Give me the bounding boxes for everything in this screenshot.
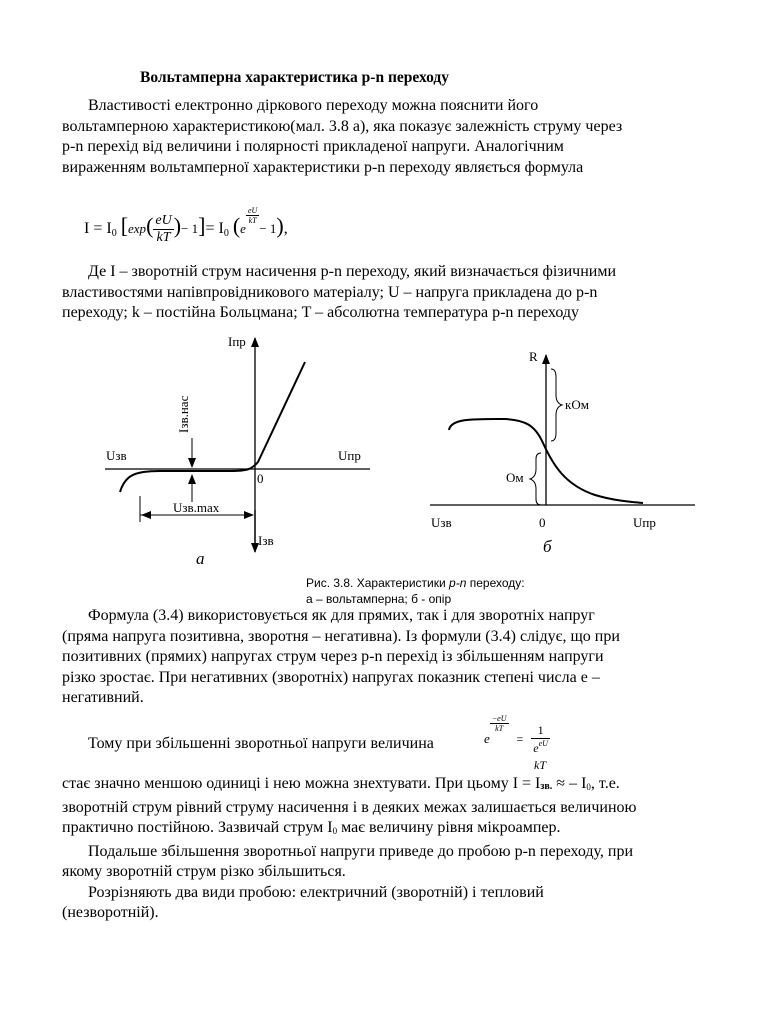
figure-caption: Рис. 3.8. Характеристики p-n переходу: а – вольтамперна; б - опір: [306, 576, 525, 606]
body-paragraph-3: стає значно меншою одиниці і нею можна знехтувати. При цьому I = Iзв. ≈ – I0, т.е. зворотній струм рівний струму насичення і в деяких межах залишається величиною практично постійною. Зазвичай струм I0 має величину рівня мікроампер. Подальше збільшення зворотньої напруги приведе до пробою p-n переходу, при якому зворотній струм різко збільшиться. Розрізняють два види пробою: електричний (зворотній) і тепловий (незворотній).: [62, 774, 722, 924]
figure-b-ohm-label: Ом: [506, 470, 524, 485]
formula-exp: exp: [128, 221, 147, 236]
formula-lhs: I = I: [84, 220, 112, 237]
intro-paragraph: [62, 96, 722, 178]
figure-a-curve: [120, 362, 305, 492]
formula-e: e: [240, 221, 246, 236]
figure-a-max-label: Uзв.max: [173, 500, 220, 515]
figure-a-x-neg-label: Uзв: [106, 448, 127, 463]
page-title: Вольтамперна характеристика p-n переходу: [140, 69, 450, 86]
figure-b-kohm-brace: [551, 369, 562, 441]
intro-line-2: вольтамперною характеристикою(мал. 3.8 а), яка показує залежність струму через: [62, 117, 623, 135]
body3-line-7: (незворотній).: [62, 904, 159, 921]
figure-b-y-label: R: [529, 349, 538, 364]
figure-b-resistance: [425, 345, 700, 560]
intro-line-1: Властивості електронно діркового переходу можна пояснити його: [88, 97, 539, 114]
body1-line-5: негативний.: [62, 689, 144, 706]
figure-a-y-neg-label: Ізв: [258, 533, 274, 548]
intro-line-4: вираженням вольтамперної характеристики p-n переходу являється формула: [62, 158, 584, 176]
body3-line-4: Подальше збільшення зворотньої напруги приведе до пробою p-n переходу, при: [88, 842, 634, 860]
body-paragraph-1: [62, 606, 722, 709]
definitions-line-1: Де I – зворотній струм насичення p-n переходу, який визначається фізичними: [88, 263, 616, 280]
figure-b-origin-label: 0: [539, 515, 546, 530]
body1-line-3: позитивних (прямих) напругах струм через p-n перехід із збільшенням напруги: [62, 648, 604, 665]
figure-caption-line-2: а – вольтамперна; б - опір: [306, 592, 452, 606]
figure-a-origin-label: 0: [257, 471, 264, 486]
figure-b-kohm-label: кОм: [565, 397, 589, 412]
body3-line-6: Розрізняють два види пробою: електричний (зворотній) і тепловий: [88, 883, 544, 901]
body3-line-5: якому зворотній струм різко збільшиться.: [62, 863, 346, 880]
figure-b-letter: б: [543, 537, 552, 556]
figure-a-saturation-label: Ізв.нас: [176, 395, 191, 433]
formula-fraction: $\frac{eU}{kT}$: [155, 212, 172, 245]
formula-eq2: = I: [205, 220, 224, 237]
formula: I = I0 [exp( $\frac{eU}{kT}$ )− 1]= I0 (e $\frac{eU}{kT}$ − 1),: [84, 206, 288, 245]
definitions-line-2: властивостями напівпровідникового матеріалу; U – напруга прикладена до p-n: [62, 283, 598, 301]
intro-line-3: p-n перехід від величини і полярності прикладеної напруги. Аналогічним: [62, 138, 564, 155]
figure-b-ohm-brace: [530, 453, 541, 505]
definitions-paragraph: [62, 262, 722, 324]
figure-a-iv-characteristic: [100, 330, 380, 575]
formula-sub0: 0: [111, 228, 117, 239]
formula-exponent: $\frac{eU}{kT}$: [247, 206, 258, 225]
body3-line-2: зворотній струм рівний струму насичення і в деяких межах залишається величиною: [62, 798, 637, 816]
figure-a-x-pos-label: Uпр: [338, 448, 361, 463]
body1-line-1: Формула (3.4) використовується як для прямих, так і для зворотніх напруг: [88, 607, 595, 624]
formula-minus-one: − 1: [181, 221, 199, 236]
figure-a-letter: а: [196, 549, 205, 568]
figure-a-y-pos-label: Іпр: [228, 334, 246, 349]
figure-b-x-neg-label: Uзв: [431, 515, 452, 530]
figure-b-x-pos-label: Uпр: [633, 515, 656, 530]
body2-text: Тому при збільшенні зворотньої напруги величина: [88, 735, 434, 752]
body1-line-2: (пряма напруга позитивна, зворотня – негативна). Із формули (3.4) слідує, що при: [62, 627, 620, 645]
body1-line-4: різко зростає. При негативних (зворотніх) напругах показник степені числа e –: [62, 668, 600, 686]
body2-formula: e $\frac{-eU}{kT}$ = $\frac{1}{e^{eU}}$ kT: [484, 714, 548, 772]
definitions-line-3: переходу; k – постійна Больцмана; T – абсолютна температура p-n переходу: [62, 304, 580, 321]
body-paragraph-2: [62, 734, 722, 755]
